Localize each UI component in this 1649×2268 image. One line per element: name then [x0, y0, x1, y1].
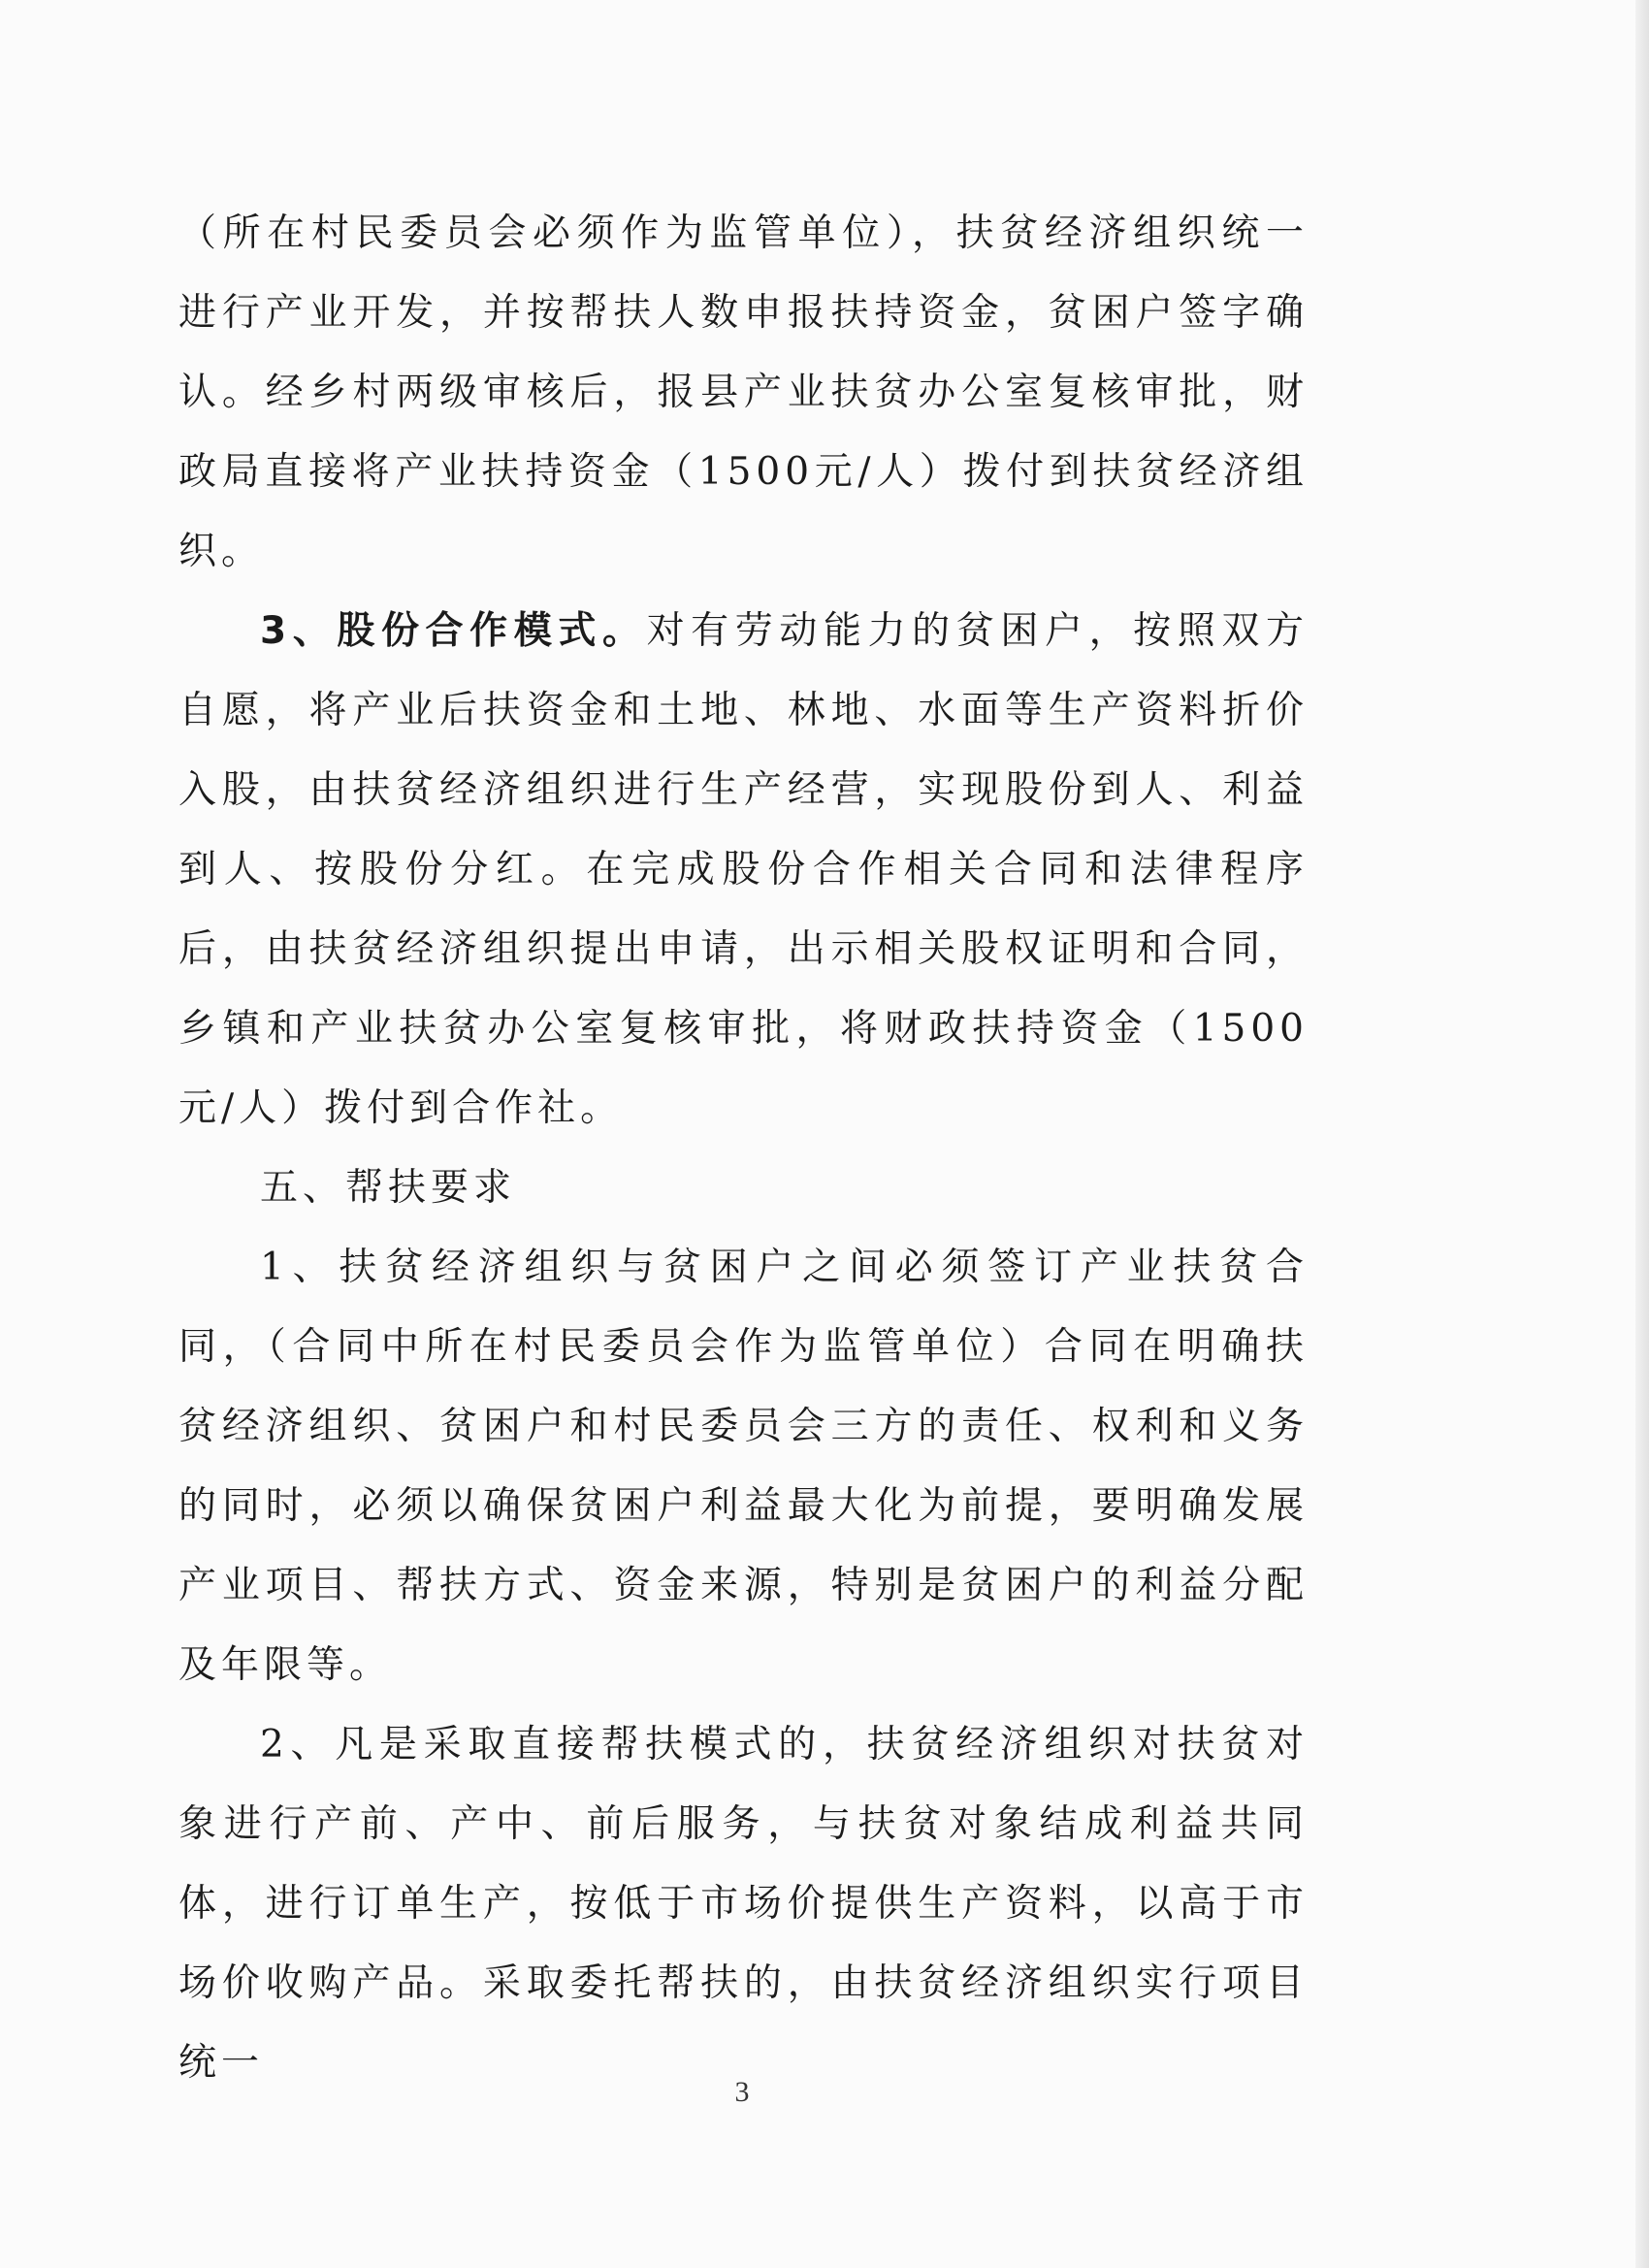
- page-number: 3: [734, 2076, 750, 2108]
- paragraph-text: （所在村民委员会必须作为监管单位），扶贫经济组织统一进行产业开发，并按帮扶人数申报扶持资金，贫困户签字确认。经乡村两级审核后，报县产业扶贫办公室复核审批，财政局直接将产业扶持资金（1500元/人）拨付到扶贫经济组织。: [178, 211, 1309, 573]
- paragraph-continued: [178, 194, 1309, 592]
- document-body: [178, 194, 1309, 2103]
- paragraph-share-cooperation: [178, 592, 1309, 1149]
- paragraph-lead: 3、股份合作模式。: [260, 609, 647, 653]
- section-heading: 五、帮扶要求: [260, 1166, 517, 1210]
- page-edge-shadow: [1635, 0, 1649, 2268]
- requirement-item: 2、凡是采取直接帮扶模式的，扶贫经济组织对扶贫对象进行产前、产中、前后服务，与扶贫对象结成利益共同体，进行订单生产，按低于市场价提供生产资料，以高于市场价收购产品。采取委托帮扶的，由扶贫经济组织实行项目统一: [178, 1723, 1309, 2085]
- paragraph-text: 对有劳动能力的贫困户，按照双方自愿，将产业后扶资金和土地、林地、水面等生产资料折价入股，由扶贫经济组织进行生产经营，实现股份到人、利益到人、按股份分红。在完成股份合作相关合同和法律程序后，由扶贫经济组织提出申请，出示相关股权证明和合同，乡镇和产业扶贫办公室复核审批，将财政扶持资金（1500元/人）拨付到合作社。: [178, 609, 1309, 1130]
- requirement-item: 1、扶贫经济组织与贫困户之间必须签订产业扶贫合同，（合同中所在村民委员会作为监管单位）合同在明确扶贫经济组织、贫困户和村民委员会三方的责任、权利和义务的同时，必须以确保贫困户利益最大化为前提，要明确发展产业项目、帮扶方式、资金来源，特别是贫困户的利益分配及年限等。: [178, 1246, 1309, 1687]
